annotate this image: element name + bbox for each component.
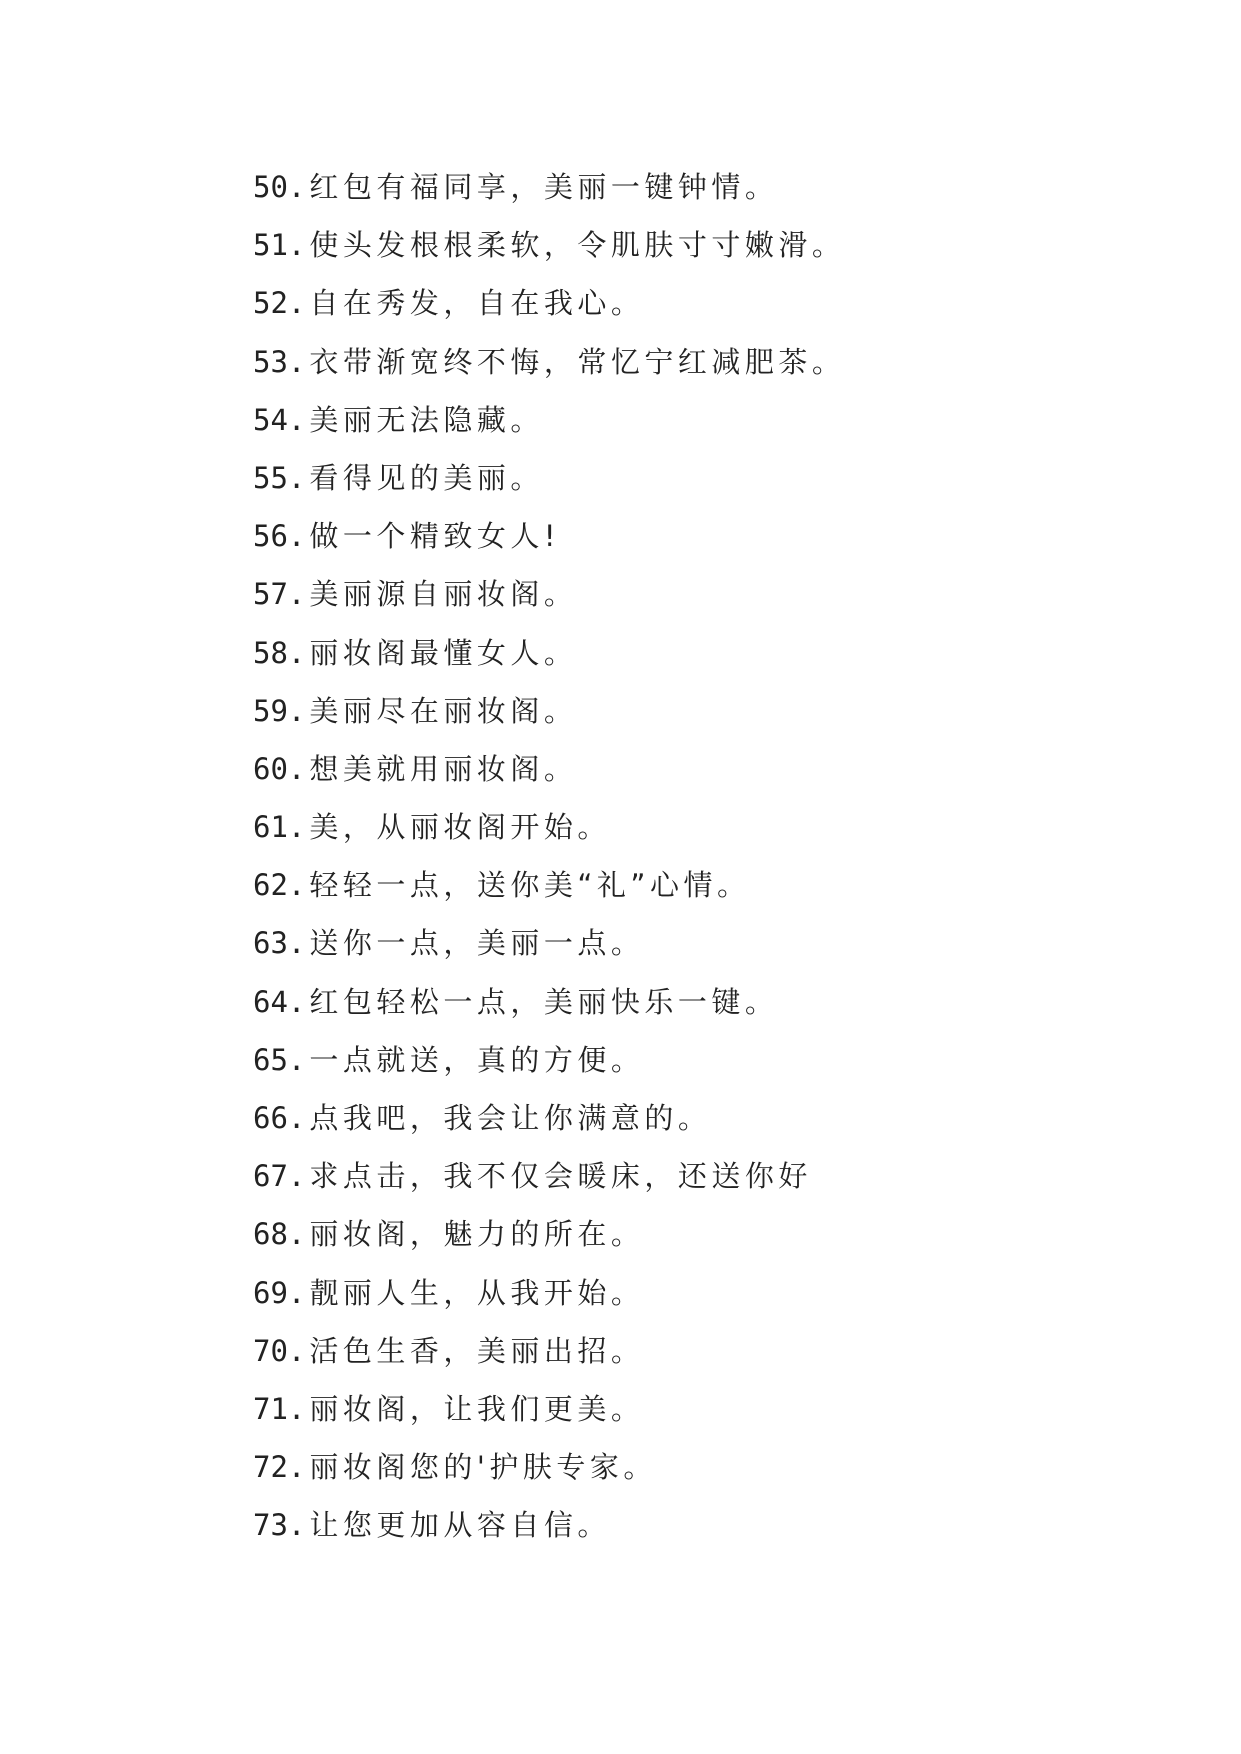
item-number: 55.: [253, 460, 306, 495]
item-number: 65.: [253, 1042, 306, 1077]
item-number: 50.: [253, 170, 306, 204]
list-item: [253, 333, 845, 391]
list-item: [253, 973, 845, 1031]
list-item: [253, 216, 845, 274]
item-number: 73.: [253, 1508, 306, 1543]
item-text: 看得见的美丽。: [309, 460, 544, 495]
item-text: 丽妆阁，魅力的所在。: [309, 1217, 645, 1252]
list-item: [253, 856, 845, 914]
item-text: 丽妆阁最懂女人。: [309, 635, 578, 670]
item-text: 美丽尽在丽妆阁。: [309, 693, 578, 728]
item-text: 自在秀发，自在我心。: [309, 286, 645, 321]
list-item: [253, 158, 845, 216]
item-number: 67.: [253, 1159, 306, 1194]
item-text: 送你一点，美丽一点。: [309, 926, 645, 961]
list-item: [253, 798, 845, 856]
slogan-list: [253, 158, 845, 1555]
list-item: [253, 682, 845, 740]
list-item: [253, 1089, 845, 1147]
item-text: 靓丽人生，从我开始。: [309, 1275, 645, 1310]
item-number: 52.: [253, 286, 306, 321]
item-text: 丽妆阁，让我们更美。: [309, 1391, 645, 1426]
item-number: 54.: [253, 402, 306, 437]
item-number: 62.: [253, 868, 306, 903]
list-item: [253, 1147, 845, 1205]
item-number: 71.: [253, 1391, 306, 1426]
item-number: 63.: [253, 926, 306, 961]
list-item: [253, 274, 845, 332]
list-item: [253, 1205, 845, 1263]
item-number: 69.: [253, 1275, 306, 1310]
list-item: [253, 914, 845, 972]
item-number: 60.: [253, 751, 306, 786]
item-text: 想美就用丽妆阁。: [309, 751, 578, 786]
item-text: 做一个精致女人!: [309, 519, 561, 554]
item-text: 衣带渐宽终不悔，常忆宁红减肥茶。: [309, 344, 846, 379]
item-text: 美丽源自丽妆阁。: [309, 577, 578, 612]
item-number: 70.: [253, 1333, 306, 1368]
list-item: [253, 624, 845, 682]
item-number: 58.: [253, 635, 306, 670]
item-number: 64.: [253, 984, 306, 1019]
item-text: 一点就送，真的方便。: [309, 1042, 645, 1077]
item-number: 61.: [253, 810, 306, 845]
item-text: 丽妆阁您的'护肤专家。: [309, 1450, 657, 1485]
item-text: 美丽无法隐藏。: [309, 402, 544, 437]
item-text: 活色生香，美丽出招。: [309, 1333, 645, 1368]
item-text: 轻轻一点，送你美“礼”心情。: [309, 868, 751, 903]
item-number: 53.: [253, 344, 306, 379]
item-number: 72.: [253, 1450, 306, 1485]
list-item: [253, 1264, 845, 1322]
item-number: 59.: [253, 693, 306, 728]
list-item: [253, 740, 845, 798]
item-text: 求点击，我不仅会暖床，还送你好: [309, 1159, 812, 1194]
item-number: 51.: [253, 228, 306, 263]
list-item: [253, 391, 845, 449]
item-number: 56.: [253, 519, 306, 554]
item-text: 使头发根根柔软，令肌肤寸寸嫩滑。: [309, 228, 846, 263]
item-number: 57.: [253, 577, 306, 612]
item-number: 68.: [253, 1217, 306, 1252]
list-item: [253, 1438, 845, 1496]
item-text: 美，从丽妆阁开始。: [309, 810, 611, 845]
list-item: [253, 507, 845, 565]
item-number: 66.: [253, 1101, 306, 1135]
item-text: 让您更加从容自信。: [309, 1508, 611, 1543]
list-item: [253, 449, 845, 507]
list-item: [253, 1496, 845, 1554]
list-item: [253, 565, 845, 623]
list-item: [253, 1322, 845, 1380]
list-item: [253, 1031, 845, 1089]
item-text: 点我吧，我会让你满意的。: [309, 1101, 712, 1135]
item-text: 红包轻松一点，美丽快乐一键。: [309, 984, 779, 1019]
item-text: 红包有福同享，美丽一键钟情。: [309, 170, 779, 204]
list-item: [253, 1380, 845, 1438]
